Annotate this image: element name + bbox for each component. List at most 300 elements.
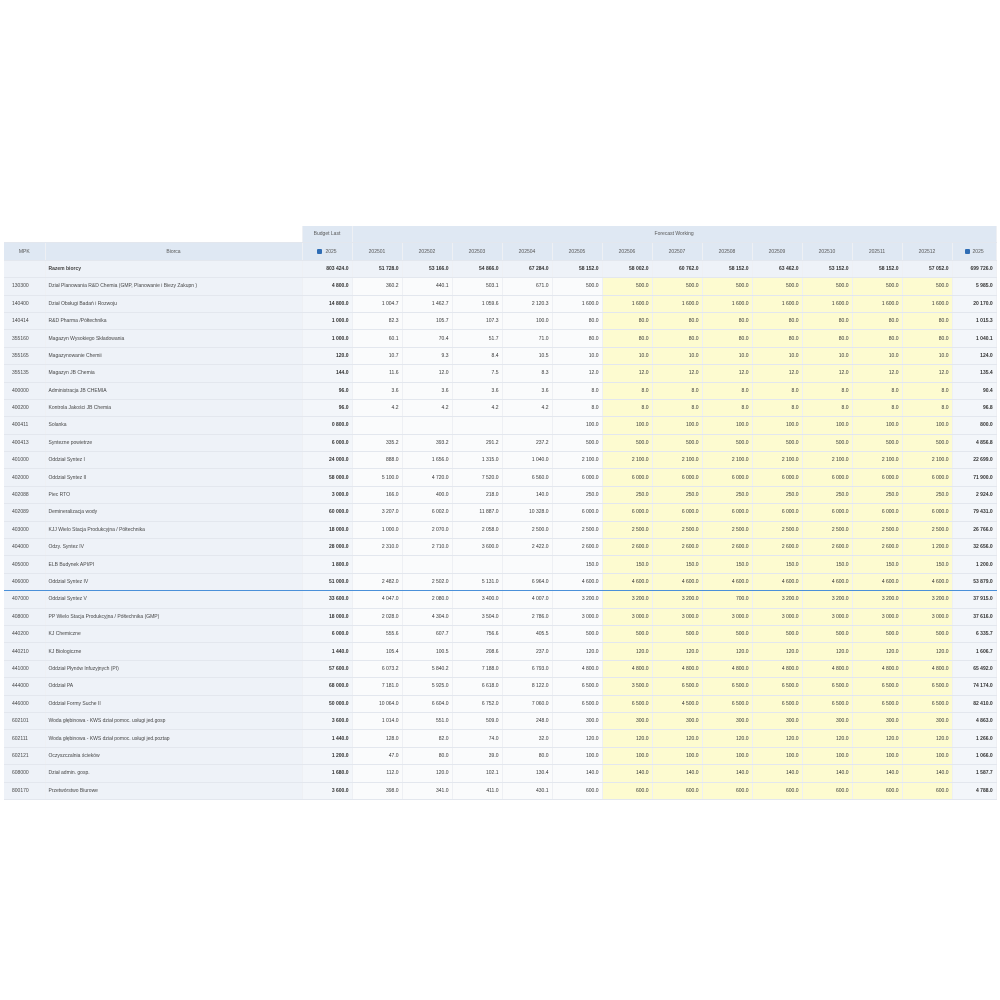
forecast-input-cell[interactable]: 2 100.0 xyxy=(902,452,952,469)
forecast-input-cell[interactable]: 80.0 xyxy=(702,312,752,329)
forecast-input-cell[interactable]: 3 200.0 xyxy=(802,591,852,608)
table-row[interactable] xyxy=(4,730,996,747)
forecast-input-cell[interactable]: 8.0 xyxy=(652,399,702,416)
forecast-input-cell[interactable]: 2 600.0 xyxy=(702,539,752,556)
forecast-input-cell[interactable]: 150.0 xyxy=(802,556,852,573)
mpk-cell: 355135 xyxy=(4,365,45,382)
forecast-input-cell[interactable]: 12.0 xyxy=(752,365,802,382)
table-row[interactable] xyxy=(4,765,996,782)
forecast-input-cell[interactable]: 4 600.0 xyxy=(902,573,952,590)
mpk-cell: 140400 xyxy=(4,295,45,312)
actual-value-cell xyxy=(352,417,402,434)
forecast-input-cell[interactable]: 120.0 xyxy=(852,643,902,660)
month-header[interactable]: 202512 xyxy=(902,243,952,260)
forecast-input-cell[interactable]: 4 800.0 xyxy=(752,660,802,677)
forecast-input-cell[interactable]: 12.0 xyxy=(802,365,852,382)
forecast-input-cell[interactable]: 4 800.0 xyxy=(902,660,952,677)
forecast-input-cell[interactable]: 500.0 xyxy=(852,278,902,295)
forecast-input-cell[interactable]: 2 600.0 xyxy=(802,539,852,556)
forecast-input-cell[interactable]: 4 600.0 xyxy=(652,573,702,590)
forecast-input-cell[interactable]: 6 000.0 xyxy=(652,504,702,521)
forecast-input-cell[interactable]: 500.0 xyxy=(702,625,752,642)
forecast-input-cell[interactable]: 1 600.0 xyxy=(652,295,702,312)
forecast-input-cell[interactable]: 80.0 xyxy=(902,330,952,347)
forecast-input-cell[interactable]: 4 800.0 xyxy=(602,660,652,677)
forecast-input-cell[interactable]: 12.0 xyxy=(902,365,952,382)
forecast-input-cell[interactable]: 8.0 xyxy=(752,382,802,399)
actual-value-cell: 7 060.0 xyxy=(502,695,552,712)
forecast-input-cell[interactable]: 80.0 xyxy=(702,330,752,347)
forecast-input-cell[interactable]: 500.0 xyxy=(852,625,902,642)
forecast-input-cell[interactable]: 2 500.0 xyxy=(602,521,652,538)
forecast-input-cell[interactable]: 80.0 xyxy=(752,312,802,329)
forecast-input-cell[interactable]: 2 600.0 xyxy=(602,539,652,556)
forecast-input-cell[interactable]: 120.0 xyxy=(902,643,952,660)
table-row[interactable] xyxy=(4,504,996,521)
table-row[interactable] xyxy=(4,486,996,503)
header-spacer xyxy=(4,226,302,243)
forecast-input-cell[interactable]: 120.0 xyxy=(702,730,752,747)
actual-value-cell: 32.0 xyxy=(502,730,552,747)
forecast-input-cell[interactable]: 150.0 xyxy=(602,556,652,573)
forecast-input-cell[interactable]: 8.0 xyxy=(902,382,952,399)
forecast-input-cell[interactable]: 250.0 xyxy=(852,486,902,503)
budget-cell: 28 000.0 xyxy=(302,539,352,556)
forecast-input-cell[interactable]: 1 600.0 xyxy=(852,295,902,312)
forecast-input-cell[interactable]: 500.0 xyxy=(902,278,952,295)
forecast-input-cell[interactable]: 100.0 xyxy=(752,747,802,764)
forecast-input-cell[interactable]: 600.0 xyxy=(852,782,902,799)
forecast-input-cell[interactable]: 6 500.0 xyxy=(802,695,852,712)
forecast-input-cell[interactable]: 500.0 xyxy=(752,625,802,642)
forecast-input-cell[interactable]: 3 000.0 xyxy=(702,608,752,625)
forecast-input-cell[interactable]: 6 500.0 xyxy=(702,678,752,695)
forecast-input-cell[interactable]: 6 000.0 xyxy=(752,504,802,521)
forecast-input-cell[interactable]: 140.0 xyxy=(902,765,952,782)
table-row[interactable] xyxy=(4,539,996,556)
budget-cell: 50 000.0 xyxy=(302,695,352,712)
table-row[interactable] xyxy=(4,521,996,538)
forecast-input-cell[interactable]: 500.0 xyxy=(702,434,752,451)
month-header[interactable]: 202507 xyxy=(652,243,702,260)
forecast-input-cell[interactable]: 6 000.0 xyxy=(802,504,852,521)
forecast-input-cell[interactable]: 100.0 xyxy=(852,417,902,434)
forecast-input-cell[interactable]: 3 000.0 xyxy=(902,608,952,625)
month-header[interactable]: 202501 xyxy=(352,243,402,260)
forecast-input-cell[interactable]: 4 800.0 xyxy=(802,660,852,677)
forecast-input-cell[interactable]: 100.0 xyxy=(652,417,702,434)
forecast-input-cell[interactable]: 500.0 xyxy=(902,434,952,451)
forecast-input-cell[interactable]: 100.0 xyxy=(602,417,652,434)
forecast-input-cell[interactable]: 2 500.0 xyxy=(652,521,702,538)
month-header[interactable]: 202511 xyxy=(852,243,902,260)
forecast-input-cell[interactable]: 120.0 xyxy=(802,730,852,747)
table-row[interactable] xyxy=(4,625,996,642)
forecast-input-cell[interactable]: 6 000.0 xyxy=(702,504,752,521)
actual-value-cell: 82.3 xyxy=(352,312,402,329)
forecast-input-cell[interactable]: 6 000.0 xyxy=(602,504,652,521)
forecast-input-cell[interactable]: 10.0 xyxy=(652,347,702,364)
forecast-input-cell[interactable]: 6 500.0 xyxy=(902,678,952,695)
forecast-input-cell[interactable]: 80.0 xyxy=(802,312,852,329)
forecast-input-cell[interactable]: 120.0 xyxy=(902,730,952,747)
forecast-input-cell[interactable]: 100.0 xyxy=(902,417,952,434)
table-row[interactable] xyxy=(4,469,996,486)
forecast-input-cell[interactable]: 4 800.0 xyxy=(652,660,702,677)
forecast-input-cell[interactable]: 6 000.0 xyxy=(852,504,902,521)
forecast-input-cell[interactable]: 2 500.0 xyxy=(852,521,902,538)
forecast-input-cell[interactable]: 250.0 xyxy=(752,486,802,503)
forecast-input-cell[interactable]: 80.0 xyxy=(652,330,702,347)
forecast-input-cell[interactable]: 100.0 xyxy=(902,747,952,764)
forecast-input-cell[interactable]: 4 600.0 xyxy=(702,573,752,590)
forecast-input-cell[interactable]: 6 000.0 xyxy=(852,469,902,486)
forecast-input-cell[interactable]: 6 500.0 xyxy=(852,678,902,695)
forecast-input-cell[interactable]: 500.0 xyxy=(602,434,652,451)
forecast-input-cell[interactable]: 3 200.0 xyxy=(902,591,952,608)
forecast-input-cell[interactable]: 500.0 xyxy=(852,434,902,451)
forecast-input-cell[interactable]: 2 500.0 xyxy=(902,521,952,538)
forecast-input-cell[interactable]: 4 600.0 xyxy=(802,573,852,590)
forecast-input-cell[interactable]: 140.0 xyxy=(702,765,752,782)
forecast-input-cell[interactable]: 3 200.0 xyxy=(752,591,802,608)
budget-cell: 1 680.0 xyxy=(302,765,352,782)
name-column-header[interactable]: Biorca xyxy=(45,243,302,260)
forecast-input-cell[interactable]: 4 600.0 xyxy=(602,573,652,590)
forecast-input-cell[interactable]: 120.0 xyxy=(802,643,852,660)
forecast-input-cell[interactable]: 1 600.0 xyxy=(802,295,852,312)
month-header[interactable]: 202508 xyxy=(702,243,752,260)
forecast-input-cell[interactable]: 10.0 xyxy=(752,347,802,364)
actual-value-cell: 4 007.0 xyxy=(502,591,552,608)
total-cell: 65 492.0 xyxy=(952,660,996,677)
forecast-input-cell[interactable]: 100.0 xyxy=(852,747,902,764)
forecast-input-cell[interactable]: 10.0 xyxy=(902,347,952,364)
forecast-input-cell[interactable]: 140.0 xyxy=(852,765,902,782)
forecast-input-cell[interactable]: 100.0 xyxy=(652,747,702,764)
forecast-input-cell[interactable]: 300.0 xyxy=(652,712,702,729)
forecast-input-cell[interactable]: 2 500.0 xyxy=(752,521,802,538)
actual-value-cell: 80.0 xyxy=(552,330,602,347)
forecast-input-cell[interactable]: 100.0 xyxy=(602,747,652,764)
forecast-input-cell[interactable]: 500.0 xyxy=(752,434,802,451)
forecast-input-cell[interactable]: 12.0 xyxy=(702,365,752,382)
total-year-header[interactable]: 2025 xyxy=(952,243,996,260)
actual-value-cell: 166.0 xyxy=(352,486,402,503)
collapse-icon[interactable] xyxy=(965,249,970,254)
month-header[interactable]: 202503 xyxy=(452,243,502,260)
table-row[interactable] xyxy=(4,347,996,364)
forecast-input-cell[interactable]: 600.0 xyxy=(752,782,802,799)
actual-value-cell: 150.0 xyxy=(552,556,602,573)
forecast-input-cell[interactable]: 300.0 xyxy=(802,712,852,729)
forecast-input-cell[interactable]: 3 200.0 xyxy=(602,591,652,608)
forecast-input-cell[interactable]: 2 600.0 xyxy=(652,539,702,556)
table-row[interactable] xyxy=(4,591,996,608)
table-row[interactable] xyxy=(4,608,996,625)
forecast-input-cell[interactable]: 1 600.0 xyxy=(902,295,952,312)
total-cell: 135.4 xyxy=(952,365,996,382)
forecast-input-cell[interactable]: 4 800.0 xyxy=(852,660,902,677)
forecast-input-cell[interactable]: 6 500.0 xyxy=(752,678,802,695)
forecast-input-cell[interactable]: 120.0 xyxy=(852,730,902,747)
forecast-input-cell[interactable]: 500.0 xyxy=(702,278,752,295)
actual-value-cell: 6 500.0 xyxy=(552,695,602,712)
forecast-input-cell[interactable]: 3 200.0 xyxy=(652,591,702,608)
forecast-input-cell[interactable]: 500.0 xyxy=(652,625,702,642)
table-row[interactable] xyxy=(4,452,996,469)
forecast-input-cell[interactable]: 10.0 xyxy=(702,347,752,364)
table-row[interactable] xyxy=(4,417,996,434)
forecast-input-cell[interactable]: 8.0 xyxy=(702,399,752,416)
forecast-input-cell[interactable]: 600.0 xyxy=(802,782,852,799)
table-row[interactable] xyxy=(4,573,996,590)
table-row[interactable] xyxy=(4,712,996,729)
total-cell: 1 266.0 xyxy=(952,730,996,747)
table-row[interactable] xyxy=(4,747,996,764)
forecast-input-cell[interactable]: 250.0 xyxy=(802,486,852,503)
forecast-input-cell[interactable]: 500.0 xyxy=(652,278,702,295)
table-row[interactable] xyxy=(4,295,996,312)
forecast-input-cell[interactable]: 12.0 xyxy=(652,365,702,382)
forecast-input-cell[interactable]: 3 000.0 xyxy=(602,608,652,625)
forecast-input-cell[interactable]: 500.0 xyxy=(602,625,652,642)
forecast-input-cell[interactable]: 250.0 xyxy=(902,486,952,503)
forecast-input-cell[interactable]: 2 100.0 xyxy=(852,452,902,469)
mpk-cell: 400200 xyxy=(4,399,45,416)
month-header[interactable]: 202510 xyxy=(802,243,852,260)
actual-value-cell: 509.0 xyxy=(452,712,502,729)
month-header[interactable]: 202509 xyxy=(752,243,802,260)
actual-value-cell: 10.7 xyxy=(352,347,402,364)
forecast-input-cell[interactable]: 8.0 xyxy=(702,382,752,399)
forecast-input-cell[interactable]: 120.0 xyxy=(652,730,702,747)
forecast-input-cell[interactable]: 600.0 xyxy=(602,782,652,799)
forecast-input-cell[interactable]: 2 100.0 xyxy=(752,452,802,469)
forecast-input-cell[interactable]: 140.0 xyxy=(752,765,802,782)
mpk-cell: 400000 xyxy=(4,382,45,399)
forecast-input-cell[interactable]: 6 000.0 xyxy=(652,469,702,486)
forecast-input-cell[interactable]: 150.0 xyxy=(852,556,902,573)
forecast-input-cell[interactable]: 500.0 xyxy=(652,434,702,451)
name-cell: Oddział Syntez II xyxy=(45,469,302,486)
forecast-input-cell[interactable]: 6 500.0 xyxy=(602,695,652,712)
forecast-input-cell[interactable]: 3 000.0 xyxy=(852,608,902,625)
forecast-input-cell[interactable]: 3 000.0 xyxy=(802,608,852,625)
forecast-input-cell[interactable]: 3 200.0 xyxy=(852,591,902,608)
forecast-input-cell[interactable]: 8.0 xyxy=(602,382,652,399)
name-cell: Dział Planowania R&D Chemia (GMP, Planowanie i Biezy Zakupn ) xyxy=(45,278,302,295)
table-row[interactable] xyxy=(4,782,996,799)
forecast-input-cell[interactable]: 120.0 xyxy=(602,730,652,747)
forecast-input-cell[interactable]: 10.0 xyxy=(602,347,652,364)
budget-year-header[interactable]: 2025 xyxy=(302,243,352,260)
month-header[interactable]: 202505 xyxy=(552,243,602,260)
forecast-input-cell[interactable]: 120.0 xyxy=(752,643,802,660)
forecast-input-cell[interactable]: 140.0 xyxy=(802,765,852,782)
forecast-input-cell[interactable]: 6 500.0 xyxy=(652,678,702,695)
forecast-input-cell[interactable]: 80.0 xyxy=(802,330,852,347)
month-header[interactable]: 202502 xyxy=(402,243,452,260)
actual-value-cell: 2 310.0 xyxy=(352,539,402,556)
forecast-input-cell[interactable]: 300.0 xyxy=(752,712,802,729)
name-cell: Piec RTO xyxy=(45,486,302,503)
table-row[interactable] xyxy=(4,643,996,660)
budget-cell: 1 000.0 xyxy=(302,330,352,347)
forecast-input-cell[interactable]: 6 500.0 xyxy=(902,695,952,712)
forecast-input-cell[interactable]: 700.0 xyxy=(702,591,752,608)
forecast-input-cell[interactable]: 120.0 xyxy=(702,643,752,660)
budget-cell: 1 200.0 xyxy=(302,747,352,764)
actual-value-cell: 2 786.0 xyxy=(502,608,552,625)
mpk-cell: 400411 xyxy=(4,417,45,434)
forecast-input-cell[interactable]: 100.0 xyxy=(702,747,752,764)
forecast-input-cell[interactable]: 12.0 xyxy=(852,365,902,382)
forecast-input-cell[interactable]: 6 500.0 xyxy=(852,695,902,712)
expand-icon[interactable] xyxy=(317,249,322,254)
forecast-input-cell[interactable]: 600.0 xyxy=(652,782,702,799)
forecast-input-cell[interactable]: 6 500.0 xyxy=(802,678,852,695)
forecast-input-cell[interactable]: 4 800.0 xyxy=(702,660,752,677)
forecast-input-cell[interactable]: 6 000.0 xyxy=(802,469,852,486)
forecast-input-cell[interactable]: 80.0 xyxy=(652,312,702,329)
forecast-input-cell[interactable]: 150.0 xyxy=(902,556,952,573)
forecast-input-cell[interactable]: 140.0 xyxy=(602,765,652,782)
table-row[interactable] xyxy=(4,312,996,329)
forecast-input-cell[interactable]: 2 100.0 xyxy=(652,452,702,469)
forecast-input-cell[interactable]: 2 600.0 xyxy=(852,539,902,556)
forecast-input-cell[interactable]: 500.0 xyxy=(902,625,952,642)
forecast-input-cell[interactable]: 300.0 xyxy=(602,712,652,729)
forecast-input-cell[interactable]: 150.0 xyxy=(702,556,752,573)
forecast-input-cell[interactable]: 12.0 xyxy=(602,365,652,382)
forecast-input-cell[interactable]: 10.0 xyxy=(802,347,852,364)
forecast-input-cell[interactable]: 8.0 xyxy=(802,399,852,416)
table-row[interactable] xyxy=(4,278,996,295)
actual-value-cell: 3 600.0 xyxy=(452,539,502,556)
forecast-input-cell[interactable]: 1 600.0 xyxy=(702,295,752,312)
forecast-input-cell[interactable]: 6 000.0 xyxy=(702,469,752,486)
forecast-input-cell[interactable]: 2 100.0 xyxy=(602,452,652,469)
forecast-input-cell[interactable]: 250.0 xyxy=(702,486,752,503)
forecast-input-cell[interactable]: 1 200.0 xyxy=(902,539,952,556)
forecast-input-cell[interactable]: 1 600.0 xyxy=(752,295,802,312)
forecast-input-cell[interactable]: 4 600.0 xyxy=(752,573,802,590)
forecast-input-cell[interactable]: 6 000.0 xyxy=(602,469,652,486)
forecast-input-cell[interactable]: 500.0 xyxy=(602,278,652,295)
forecast-input-cell[interactable]: 8.0 xyxy=(752,399,802,416)
forecast-input-cell[interactable]: 80.0 xyxy=(902,312,952,329)
actual-value-cell: 1 004.7 xyxy=(352,295,402,312)
table-row[interactable] xyxy=(4,660,996,677)
forecast-input-cell[interactable]: 120.0 xyxy=(602,643,652,660)
mpk-column-header[interactable]: MPK xyxy=(4,243,45,260)
forecast-input-cell[interactable]: 8.0 xyxy=(902,399,952,416)
table-row[interactable] xyxy=(4,399,996,416)
forecast-input-cell[interactable]: 300.0 xyxy=(902,712,952,729)
forecast-input-cell[interactable]: 100.0 xyxy=(802,417,852,434)
table-row[interactable] xyxy=(4,695,996,712)
forecast-input-cell[interactable]: 120.0 xyxy=(752,730,802,747)
forecast-input-cell[interactable]: 6 000.0 xyxy=(752,469,802,486)
forecast-input-cell[interactable]: 2 600.0 xyxy=(752,539,802,556)
forecast-input-cell[interactable]: 100.0 xyxy=(702,417,752,434)
forecast-input-cell[interactable]: 500.0 xyxy=(752,278,802,295)
actual-value-cell: 6 002.0 xyxy=(402,504,452,521)
forecast-input-cell[interactable]: 3 000.0 xyxy=(652,608,702,625)
table-row[interactable] xyxy=(4,678,996,695)
table-row[interactable] xyxy=(4,330,996,347)
forecast-input-cell[interactable]: 2 500.0 xyxy=(802,521,852,538)
forecast-input-cell[interactable]: 140.0 xyxy=(652,765,702,782)
forecast-input-cell[interactable]: 6 500.0 xyxy=(752,695,802,712)
forecast-input-cell[interactable]: 2 100.0 xyxy=(702,452,752,469)
forecast-input-cell[interactable]: 8.0 xyxy=(602,399,652,416)
forecast-input-cell[interactable]: 1 600.0 xyxy=(602,295,652,312)
forecast-input-cell[interactable]: 6 500.0 xyxy=(702,695,752,712)
forecast-input-cell[interactable]: 150.0 xyxy=(652,556,702,573)
total-cell: 1 066.0 xyxy=(952,747,996,764)
actual-value-cell xyxy=(452,417,502,434)
summary-month-value: 53 166.0 xyxy=(402,260,452,277)
forecast-input-cell[interactable]: 3 500.0 xyxy=(602,678,652,695)
forecast-input-cell[interactable]: 600.0 xyxy=(702,782,752,799)
forecast-input-cell[interactable]: 8.0 xyxy=(852,399,902,416)
forecast-input-cell[interactable]: 500.0 xyxy=(802,278,852,295)
forecast-input-cell[interactable]: 2 500.0 xyxy=(702,521,752,538)
actual-value-cell xyxy=(452,556,502,573)
forecast-input-cell[interactable]: 2 100.0 xyxy=(802,452,852,469)
forecast-input-cell[interactable]: 4 600.0 xyxy=(852,573,902,590)
forecast-input-cell[interactable]: 3 000.0 xyxy=(752,608,802,625)
forecast-input-cell[interactable]: 120.0 xyxy=(652,643,702,660)
forecast-input-cell[interactable]: 80.0 xyxy=(602,312,652,329)
forecast-input-cell[interactable]: 80.0 xyxy=(752,330,802,347)
mpk-cell: 446000 xyxy=(4,695,45,712)
forecast-input-cell[interactable]: 300.0 xyxy=(702,712,752,729)
forecast-input-cell[interactable]: 6 000.0 xyxy=(902,469,952,486)
forecast-input-cell[interactable]: 6 000.0 xyxy=(902,504,952,521)
table-row[interactable] xyxy=(4,382,996,399)
actual-value-cell: 47.0 xyxy=(352,747,402,764)
forecast-input-cell[interactable]: 10.0 xyxy=(852,347,902,364)
forecast-input-cell[interactable]: 80.0 xyxy=(602,330,652,347)
forecast-input-cell[interactable]: 100.0 xyxy=(802,747,852,764)
forecast-input-cell[interactable]: 600.0 xyxy=(902,782,952,799)
forecast-input-cell[interactable]: 500.0 xyxy=(802,434,852,451)
actual-value-cell: 2 500.0 xyxy=(502,521,552,538)
forecast-input-cell[interactable]: 100.0 xyxy=(752,417,802,434)
forecast-input-cell[interactable]: 80.0 xyxy=(852,312,902,329)
forecast-input-cell[interactable]: 500.0 xyxy=(802,625,852,642)
forecast-input-cell[interactable]: 4 500.0 xyxy=(652,695,702,712)
forecast-input-cell[interactable]: 8.0 xyxy=(852,382,902,399)
month-header[interactable]: 202506 xyxy=(602,243,652,260)
month-header[interactable]: 202504 xyxy=(502,243,552,260)
forecast-input-cell[interactable]: 80.0 xyxy=(852,330,902,347)
forecast-input-cell[interactable]: 8.0 xyxy=(652,382,702,399)
forecast-input-cell[interactable]: 250.0 xyxy=(652,486,702,503)
forecast-input-cell[interactable]: 150.0 xyxy=(752,556,802,573)
forecast-input-cell[interactable]: 8.0 xyxy=(802,382,852,399)
table-row[interactable] xyxy=(4,365,996,382)
actual-value-cell: 248.0 xyxy=(502,712,552,729)
actual-value-cell: 4 720.0 xyxy=(402,469,452,486)
table-row[interactable] xyxy=(4,434,996,451)
forecast-input-cell[interactable]: 300.0 xyxy=(852,712,902,729)
forecast-input-cell[interactable]: 250.0 xyxy=(602,486,652,503)
table-row[interactable] xyxy=(4,556,996,573)
